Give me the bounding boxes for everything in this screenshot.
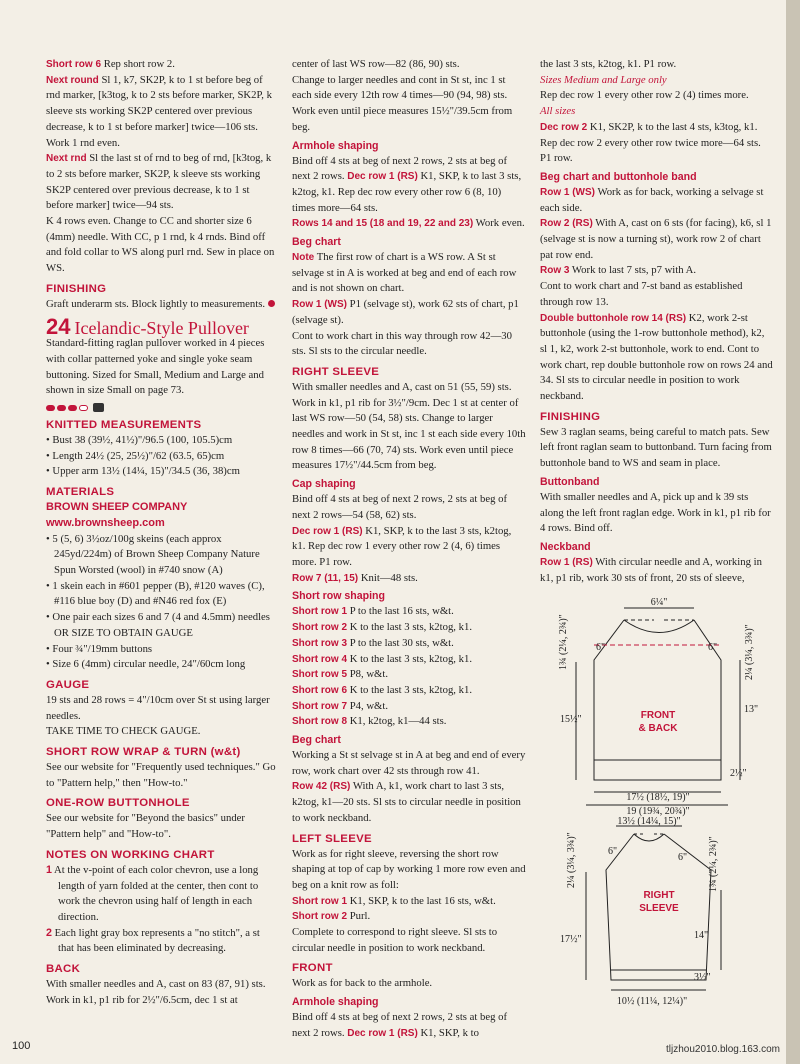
finishing-heading-2: FINISHING	[540, 410, 601, 423]
front-back-schematic	[556, 597, 759, 817]
skill-level-icon	[46, 403, 278, 412]
finishing-heading: FINISHING	[46, 282, 107, 295]
dim-side-right: 14"	[694, 930, 709, 941]
list-item: • Size 6 (4mm) circular needle, 24"/60cm long	[46, 658, 246, 671]
paragraph: With smaller needles and A, cast on 51 (55, 59) sts. Work in k1, p1 rib for 3½"/9cm. Dec 1 st at center of last WS row—50 (54, 58) sts. Change to larger needles and work in St st, inc 1 st each side every 10th row 8 times—66 (70, 74) sts. Work even until piece measures 17½"/44.5cm from beg.	[292, 380, 526, 472]
paragraph: Work as for back to the armhole.	[292, 977, 433, 990]
beg-chart-heading-2: Beg chart	[292, 734, 341, 747]
paragraph: Rep dec row 1 every other row 2 (4) times more.	[540, 89, 749, 102]
label: Next rnd	[46, 153, 87, 165]
dim-left-cap: 6"	[608, 846, 618, 857]
dim-side-left: 17½"	[560, 934, 582, 945]
paragraph: Work as for right sleeve, reversing the short row shaping at top of cap by working 1 more row even and beg on a knit row as foll:	[292, 847, 526, 891]
measurements-heading: KNITTED MEASUREMENTS	[46, 419, 202, 432]
gauge-check: TAKE TIME TO CHECK GAUGE.	[46, 725, 201, 738]
short-row: Short row 3 P to the last 30 sts, w&t.	[292, 636, 454, 649]
gauge-heading: GAUGE	[46, 678, 90, 691]
book-icon	[93, 403, 104, 412]
paragraph: the last 3 sts, k2tog, k1. P1 row.	[540, 58, 677, 70]
front-armhole-heading: Armhole shaping	[292, 996, 379, 1009]
dim-rib: 3½"	[694, 972, 711, 983]
paragraph: Working a St st selvage st in A at beg and end of every row, work chart over 42 sts through row 41.	[292, 749, 526, 777]
list-item: • Upper arm 13½ (14¼, 15)"/34.5 (36, 38)cm	[46, 465, 240, 478]
dim-width-2: 19 (19¾, 20¾)"	[626, 806, 690, 817]
page-number: 100	[12, 1040, 31, 1052]
cap-heading: Cap shaping	[292, 478, 356, 491]
label: Short row 6	[46, 59, 102, 70]
right-sleeve-heading: RIGHT SLEEVE	[292, 365, 380, 378]
dim-top: 6¼"	[650, 597, 668, 608]
intro: Standard-fitting raglan pullover worked in 4 pieces with collar patterned yoke and single yoke seam buttoning. Sized for Small, Medium and Large and shown in size Small on page 73.	[46, 337, 265, 397]
buttonband-heading: Buttonband	[540, 475, 600, 488]
dim-top: 13½ (14¼, 15)"	[617, 816, 681, 827]
sizes-note: Sizes Medium and Large only	[540, 73, 667, 86]
finishing-text: Graft underarm sts. Block lightly to measurements.	[46, 297, 266, 310]
dim-side-right: 13"	[744, 704, 759, 715]
sleeve-label-2: SLEEVE	[639, 903, 679, 914]
note-item: 1 At the v-point of each color chevron, use a long length of yarn folded at the center, then cont to work the chevron using half of length in each direction.	[46, 863, 259, 923]
front-label-1: FRONT	[640, 710, 676, 721]
dim-right-raglan: 2¼ (3¼, 3¾)"	[744, 624, 755, 680]
dim-right-raglan: 1¾ (2¼, 2¾)"	[708, 836, 719, 892]
text: Sl the last st of rnd to beg of rnd, [k3tog, k to 2 sts before marker, SK2P, k sleeve sts working SK2P centered over previous decrease, k to 1 st before marker] twice—94 sts.	[46, 152, 272, 212]
page-edge	[786, 0, 800, 1064]
materials-heading: MATERIALS	[46, 486, 115, 499]
left-sleeve-heading: LEFT SLEEVE	[292, 832, 372, 845]
website-link[interactable]: www.brownsheep.com	[46, 516, 165, 529]
back-heading: BACK	[46, 963, 81, 976]
short-row: Short row 8 K1, k2tog, k1—44 sts.	[292, 715, 447, 728]
end-dot-icon	[268, 300, 275, 307]
sleeve-label-1: RIGHT	[643, 890, 675, 901]
dim-left-raglan: 2¼ (3¼, 3¾)"	[566, 832, 577, 888]
wrap-text: See our website for "Frequently used techniques." Go to "Pattern help," then "How-to."	[46, 761, 276, 789]
front-label-2: & BACK	[638, 723, 678, 734]
paragraph: With smaller needles and A, pick up and k 39 sts along the left front raglan edge. Work in k1, p1 rib for 4 rows. Bind off.	[540, 490, 771, 535]
paragraph: Sew 3 raglan seams, being careful to match pats. Sew left front raglan seam to buttonband. Turn facing from buttonhole band to WS and seam in place.	[540, 425, 772, 470]
list-item: • One pair each sizes 6 and 7 (4 and 4.5mm) needles OR SIZE TO OBTAIN GAUGE	[46, 611, 270, 639]
column-2: center of last WS row—82 (86, 90) sts. Change to larger needles and cont in St st, inc 1 st each side every 12th row 4 times—90 (94, 98) sts. Work even until piece measures 15½"/39.5cm from beg. Armhole shaping Bind off 4 sts at beg of next 2 rows, 2 sts at beg of next 2 rows. Dec row 1 (RS) K1, SKP, k to last 3 sts, k2tog, k1. Rep dec row every other row 6 (8, 10) times more—64 sts. Rows 14 and 15 (18 and 19, 22 and 23) Work even. Beg chart Note The first row of chart is a WS row. A St st selvage st in A is worked at beg and end of each row and is not shown on chart. Row 1 (WS) P1 (selvage st), work 62 sts of chart, p1 (selvage st). Cont to work chart in this way through row 42—30 sts. Sl sts to the circular needle. RIGHT SLEEVE With smaller needles and A, cast on 51 (55, 59) sts. Work in k1, p1 rib for 3½"/9cm. Dec 1 st at center of last WS row—50 (54, 58) sts. Change to larger needles and work in St st, inc 1 st each side every 10th row 8 times—66 (70, 74) sts. Work even until piece measures 17½"/44.5cm from beg. Cap shaping Bind off 4 sts at beg of next 2 rows, 2 sts at beg of next 2 rows—54 (58, 62) sts. Dec row 1 (RS) K1, SKP, k to the last 3 sts, k2tog, k1. Rep dec row 1 every other row 2 (4, 6) times more. P1 row. Row 7 (11, 15) Knit—48 sts. Short row shaping Short row 1 P to the last 16 sts, w&t. Short row 2 K to the last 3 sts, k2tog, k1. Short row 3 P to the last 30 sts, w&t. Short row 4 K to the last 3 sts, k2tog, k1. Short row 5 P8, w&t. Short row 6 K to the last 3 sts, k2tog, k1. Short row 7 P4, w&t. Short row 8 K1, k2tog, k1—44 sts. Beg chart Working a St st selvage st in A at beg and end of every row, work chart over 42 sts through row 41. Row 42 (RS) With A, k1, work chart to last 3 sts, k2tog, k1—20 sts. Sl sts to circular needle in position to work neckband. LEFT SLEEVE Work as for right sleeve, reversing the short row shaping at top of cap by working 1 more row even and beg on a knit row as foll: Short row 1 K1, SKP, k to the last 16 sts, w&t. Short row 2 Purl. Complete to correspond to right sleeve. Sl sts to circular needle in position to work neckband. FRONT Work as for back to the armhole. Armhole shaping Bind off 4 sts at beg of next 2 rows, 2 sts at beg of next 2 rows. Dec row 1 (RS) K1, SKP, k to	[292, 58, 526, 1039]
list-item: • 5 (5, 6) 3½oz/100g skeins (each approx 245yd/224m) of Brown Sheep Company Nature Spun Worsted (wool) in #740 snow (A)	[46, 532, 260, 576]
dim-side-left: 15½"	[560, 714, 582, 725]
buttonhole-heading: ONE-ROW BUTTONHOLE	[46, 797, 190, 810]
dim-right-cap: 6"	[678, 852, 688, 863]
column-1	[46, 57, 278, 1008]
neckband-heading: Neckband	[540, 540, 591, 553]
note-item: 2 Each light gray box represents a "no stitch", a st that has been eliminated by decreasing.	[46, 926, 260, 955]
paragraph: Cont to work chart in this way through row 42—30 sts. Sl sts to the circular needle.	[292, 329, 512, 358]
short-row: Short row 5 P8, w&t.	[292, 668, 388, 681]
armhole-heading: Armhole shaping	[292, 139, 379, 152]
list-item: • Four ¾"/19mm buttons	[46, 642, 153, 655]
short-row-heading: Short row shaping	[292, 590, 385, 603]
gauge-text: 19 sts and 28 rows = 4"/10cm over St st using larger needles.	[46, 693, 270, 722]
paragraph: Complete to correspond to right sleeve. Sl sts to circular needle in position to work neckband.	[292, 926, 498, 954]
dim-left-neck: 6"	[596, 642, 606, 653]
short-row: Short row 4 K to the last 3 sts, k2tog, k1.	[292, 652, 472, 665]
text: Sl 1, k7, SK2P, k to 1 st before beg of rnd marker, [k3tog, k to 2 sts before marker, SK2P, k sleeve sts working SK2P centered over previous decrease, k to 1 st before marker] twice—106 sts. Work 1 rnd even.	[46, 73, 272, 149]
watermark: tljzhou2010.blog.163.com	[666, 1044, 780, 1055]
dim-right-neck: 6"	[708, 642, 718, 653]
paragraph: Cont to work chart and 7-st band as established through row 13.	[540, 280, 743, 308]
paragraph: Change to larger needles and cont in St st, inc 1 st each side every 12th row 4 times—90 (94, 98) sts. Work even until piece measures 15½"/39.5cm from beg.	[292, 73, 513, 133]
column-3: the last 3 sts, k2tog, k1. P1 row. Sizes Medium and Large only Rep dec row 1 every other row 2 (4) times more. All sizes Dec row 2 K1, SK2P, k to the last 4 sts, k3tog, k1. Rep dec row 2 every other row twice more—64 sts. P1 row. Beg chart and buttonhole band Row 1 (WS) Work as for back, working a selvage st each side. Row 2 (RS) With A, cast on 6 sts (for facing), k6, sl 1 (selvage st is now a turning st), work row 2 of chart pat row end. Row 3 Work to last 7 sts, p7 with A. Cont to work chart and 7-st band as established through row 13. Double buttonhole row 14 (RS) K2, work 2-st buttonhole (using the 1-row buttonhole method), k2, sl 1, k2, work 2-st buttonhole, work to end. Cont to work chart, rep double buttonhole row on rows 24 and 34. Sl sts to circular needle in position to work neckband. FINISHING Sew 3 raglan seams, being careful to match pats. Sew left front raglan seam to buttonband. Turn facing from buttonhole band to WS and seam in place. Buttonband With smaller needles and A, pick up and k 39 sts along the left front raglan edge. Work in k1, p1 rib for 4 rows. Bind off. Neckband Row 1 (RS) With circular needle and A, working in k1, p1 rib, work 30 sts of front, 20 sts of sleeve,	[540, 58, 773, 584]
label: Next round	[46, 74, 99, 86]
dim-width: 10½ (11¼, 12¼)"	[616, 996, 688, 1007]
paragraph: K 4 rows even. Change to CC and shorter size 6 (4mm) needle. With CC, p 1 rnd, k 4 rnds. Bind off and fold collar to WS along purl rnd. Sew in place on WS.	[46, 215, 275, 275]
list-item: • 1 skein each in #601 pepper (B), #120 waves (C), #116 blue boy (D) and #N46 red fox (E)	[46, 579, 265, 608]
short-row: Short row 1 P to the last 16 sts, w&t.	[292, 605, 454, 618]
short-row: Short row 2 K to the last 3 sts, k2tog, k1.	[292, 621, 472, 634]
project-number: 24	[46, 313, 71, 339]
beg-chart-heading: Beg chart	[292, 236, 341, 249]
short-row: Short row 6 K to the last 3 sts, k2tog, k1.	[292, 683, 472, 696]
short-row: Short row 7 P4, w&t.	[292, 699, 388, 712]
notes-heading: NOTES ON WORKING CHART	[46, 848, 215, 861]
dim-rib: 2½"	[730, 768, 747, 779]
list-item: • Length 24½ (25, 25½)"/62 (63.5, 65)cm	[46, 449, 225, 462]
front-heading: FRONT	[292, 962, 333, 975]
paragraph: center of last WS row—82 (86, 90) sts.	[292, 58, 460, 70]
project-title	[46, 313, 278, 339]
right-sleeve-schematic	[556, 816, 756, 1010]
text: Rep short row 2.	[101, 58, 175, 70]
band-heading: Beg chart and buttonhole band	[540, 170, 697, 183]
sizes-note: All sizes	[540, 105, 576, 118]
brand: BROWN SHEEP COMPANY	[46, 501, 188, 514]
project-name: Icelandic-Style Pullover	[74, 317, 249, 338]
dim-left-raglan: 1¾ (2¼, 2¾)"	[558, 614, 569, 670]
wrap-heading: SHORT ROW WRAP & TURN (w&t)	[46, 746, 241, 759]
list-item: • Bust 38 (39½, 41½)"/96.5 (100, 105.5)cm	[46, 434, 233, 447]
paragraph: Bind off 4 sts at beg of next 2 rows, 2 sts at beg of next 2 rows—54 (58, 62) sts.	[292, 493, 508, 521]
buttonhole-text: See our website for "Beyond the basics" under "Pattern help" and "How-to".	[46, 812, 245, 841]
back-text: With smaller needles and A, cast on 83 (87, 91) sts. Work in k1, p1 rib for 2½"/6.5cm, dec 1 st at	[46, 978, 266, 1006]
dim-width-1: 17½ (18½, 19)"	[626, 792, 690, 803]
